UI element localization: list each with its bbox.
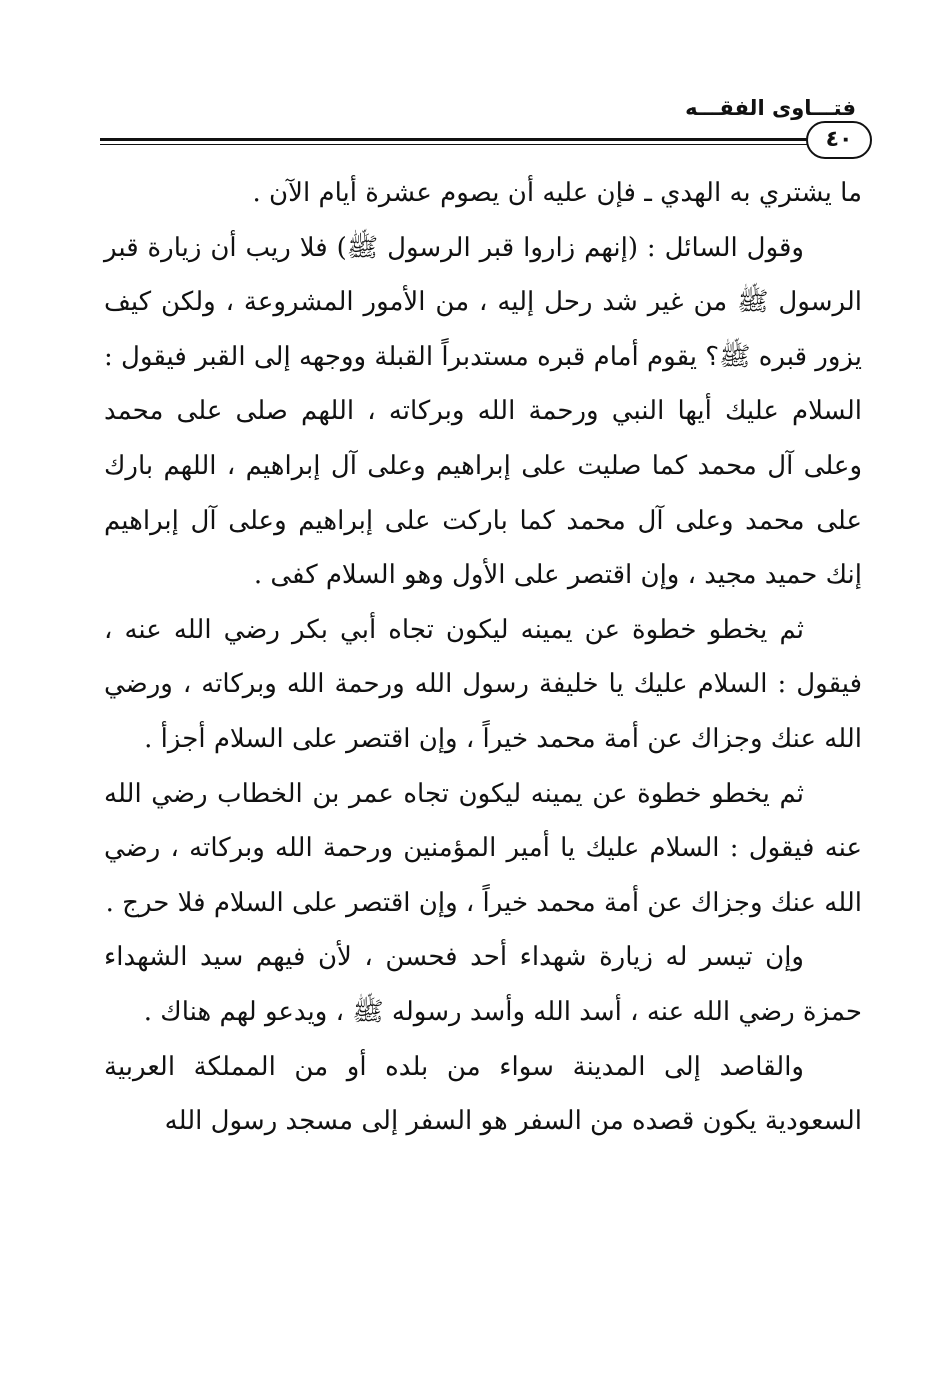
paragraph-traveler-to-madinah: والقاصد إلى المدينة سواء من بلده أو من المملكة العربية السعودية يكون قصده من السفر هو السفر إلى مسجد رسول الله [104, 1051, 862, 1137]
paragraph-continuation: ما يشتري به الهدي ـ فإن عليه أن يصوم عشرة أيام الآن . [252, 178, 862, 208]
page-number-frame [806, 121, 872, 159]
body-text [104, 166, 862, 1149]
paragraph-visiting-prophet-grave: وقول السائل : (إنهم زاروا قبر الرسول ﷺ) فلا ريب أن زيارة قبر الرسول ﷺ من غير شد رحل إليه ، من الأمور المشروعة ، ولكن كيف يزور قبره ﷺ؟ يقوم أمام قبره مستدبراً القبلة ووجهه إلى القبر فيقول : السلام عليك أيها النبي ورحمة الله وبركاته ، اللهم صلى على محمد وعلى آل محمد كما صليت على إبراهيم وعلى آل إبراهيم ، اللهم بارك على محمد وعلى آل محمد كما باركت على إبراهيم وعلى آل إبراهيم إنك حميد مجيد ، وإن اقتصر على الأول وهو السلام كفى . [104, 232, 862, 591]
paragraph-greeting-abu-bakr: ثم يخطو خطوة عن يمينه ليكون تجاه أبي بكر رضي الله عنه ، فيقول : السلام عليك يا خليفة رسول الله ورحمة الله وبركاته ، ورضي الله عنك وجزاك عن أمة محمد خيراً ، وإن اقتصر على السلام أجزأ . [104, 614, 862, 754]
page-number: ٤٠ [825, 127, 853, 152]
header-rule [100, 138, 840, 145]
paragraph-martyrs-of-uhud: وإن تيسر له زيارة شهداء أحد فحسن ، لأن فيهم سيد الشهداء حمزة رضي الله عنه ، أسد الله وأسد رسوله ﷺ ، ويدعو لهم هناك . [104, 942, 862, 1027]
paragraph-greeting-umar: ثم يخطو خطوة عن يمينه ليكون تجاه عمر بن الخطاب رضي الله عنه فيقول : السلام عليك يا أمير المؤمنين ورحمة الله وبركاته ، رضي الله عنك وجزاك عن أمة محمد خيراً ، وإن اقتصر على السلام فلا حرج . [104, 778, 862, 918]
running-title: فتـــاوى الفقـــه [685, 96, 856, 120]
